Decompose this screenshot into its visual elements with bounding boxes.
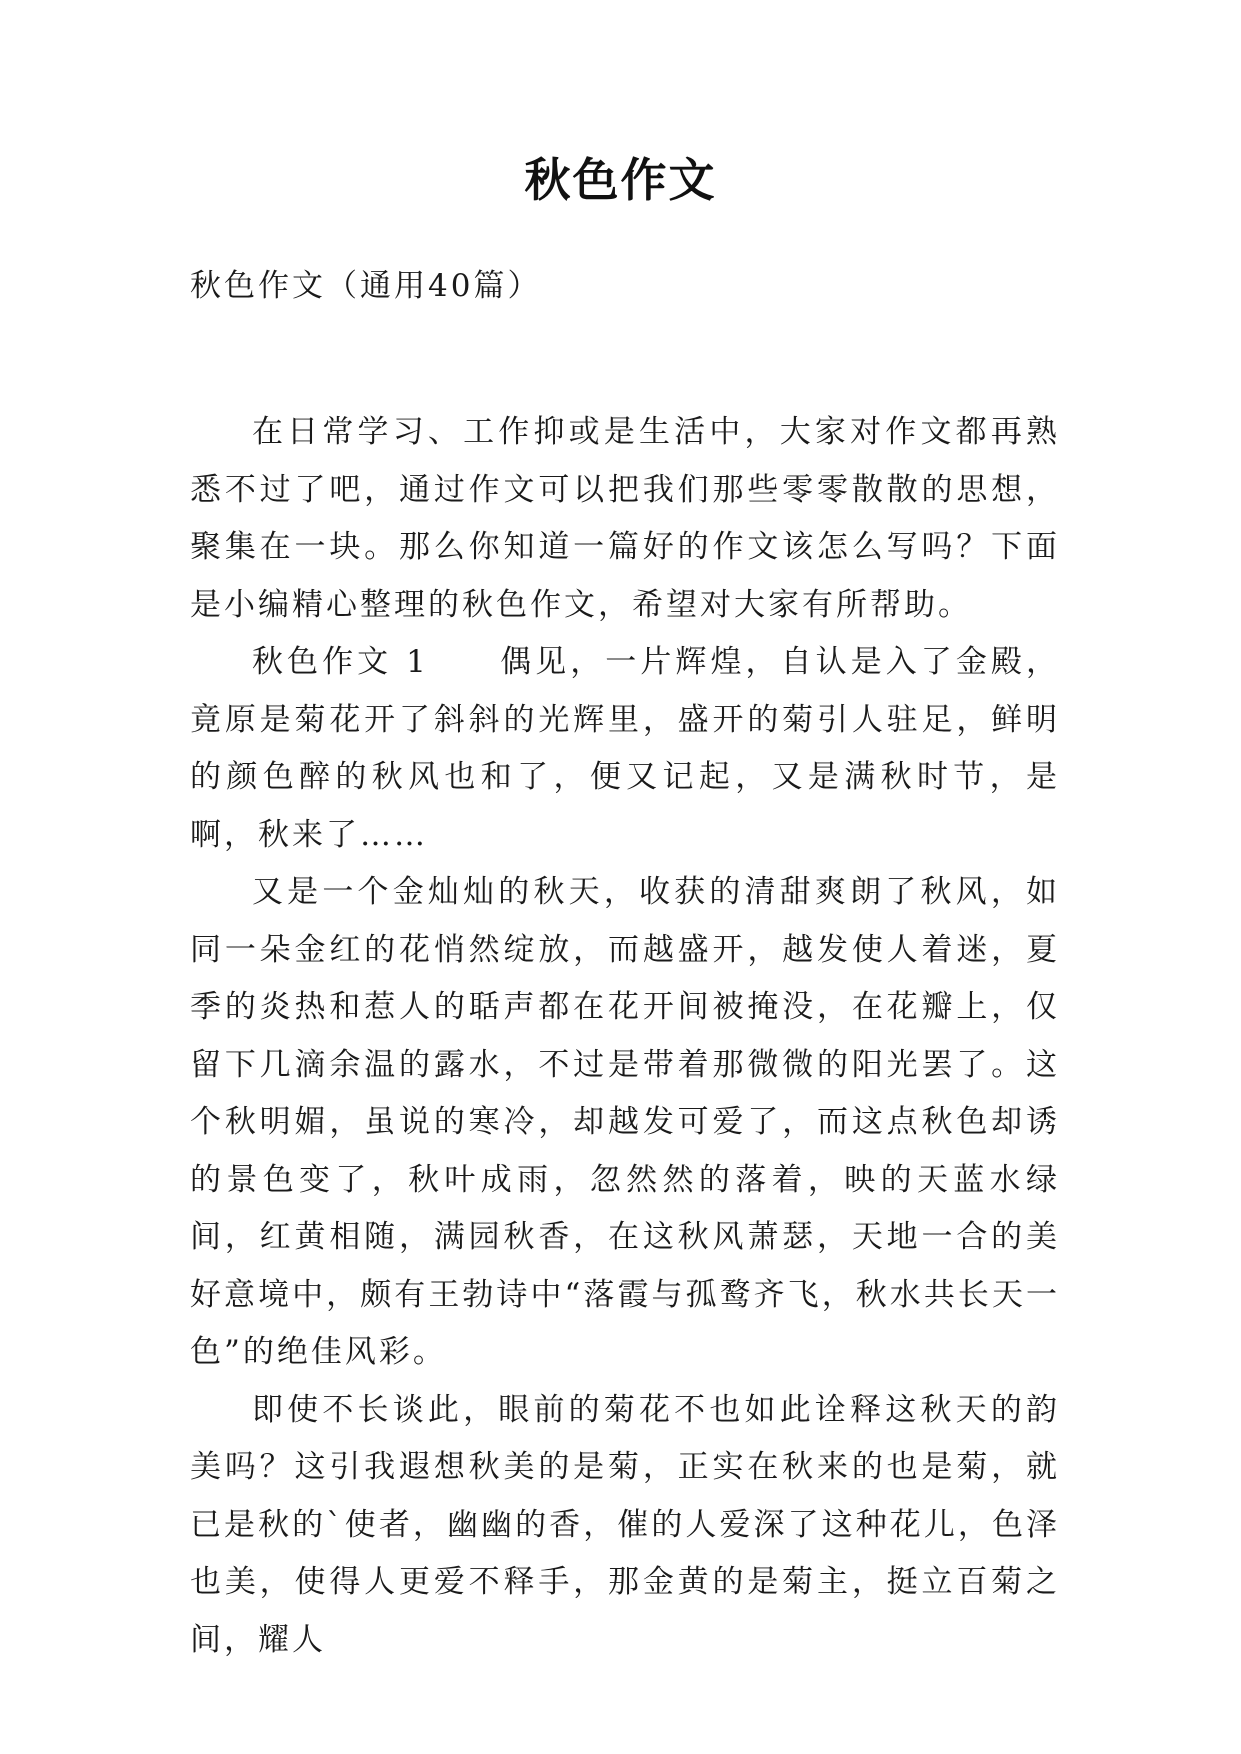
paragraph-essay-1-golden-autumn: 又是一个金灿灿的秋天，收获的清甜爽朗了秋风，如同一朵金红的花悄然绽放，而越盛开，越发使人着迷，夏季的炎热和惹人的聒声都在花开间被掩没，在花瓣上，仅留下几滴余温的露水，不过是带着那微微的阳光罢了。这个秋明媚，虽说的寒冷，却越发可爱了，而这点秋色却诱的景色变了，秋叶成雨，忽然然的落着，映的天蓝水绿间，红黄相随，满园秋香，在这秋风萧瑟，天地一合的美好意境中，颇有王勃诗中“落霞与孤鹜齐飞，秋水共长天一色”的绝佳风彩。 [190, 874, 1060, 1370]
paragraph-essay-1-chrysanthemum: 即使不长谈此，眼前的菊花不也如此诠释这秋天的韵美吗？这引我遐想秋美的是菊，正实在秋来的也是菊，就已是秋的`使者，幽幽的香，催的人爱深了这种花儿，色泽也美，使得人更爱不释手，那金黄的是菊主，挺立百菊之间，耀人 [190, 1391, 1060, 1658]
document-title: 秋色作文 [524, 153, 717, 207]
paragraph-intro: 在日常学习、工作抑或是生活中，大家对作文都再熟悉不过了吧，通过作文可以把我们那些零零散散的思想，聚集在一块。那么你知道一篇好的作文该怎么写吗？下面是小编精心整理的秋色作文，希望对大家有所帮助。 [190, 414, 1060, 623]
paragraph-essay-1-opening: 秋色作文 1 偶见，一片辉煌，自认是入了金殿，竟原是菊花开了斜斜的光辉里，盛开的菊引人驻足，鲜明的颜色醉的秋风也和了，便又记起，又是满秋时节，是啊，秋来了…… [190, 644, 1060, 853]
document-subtitle: 秋色作文（通用40篇） [190, 268, 542, 304]
document-body [190, 404, 1060, 1669]
